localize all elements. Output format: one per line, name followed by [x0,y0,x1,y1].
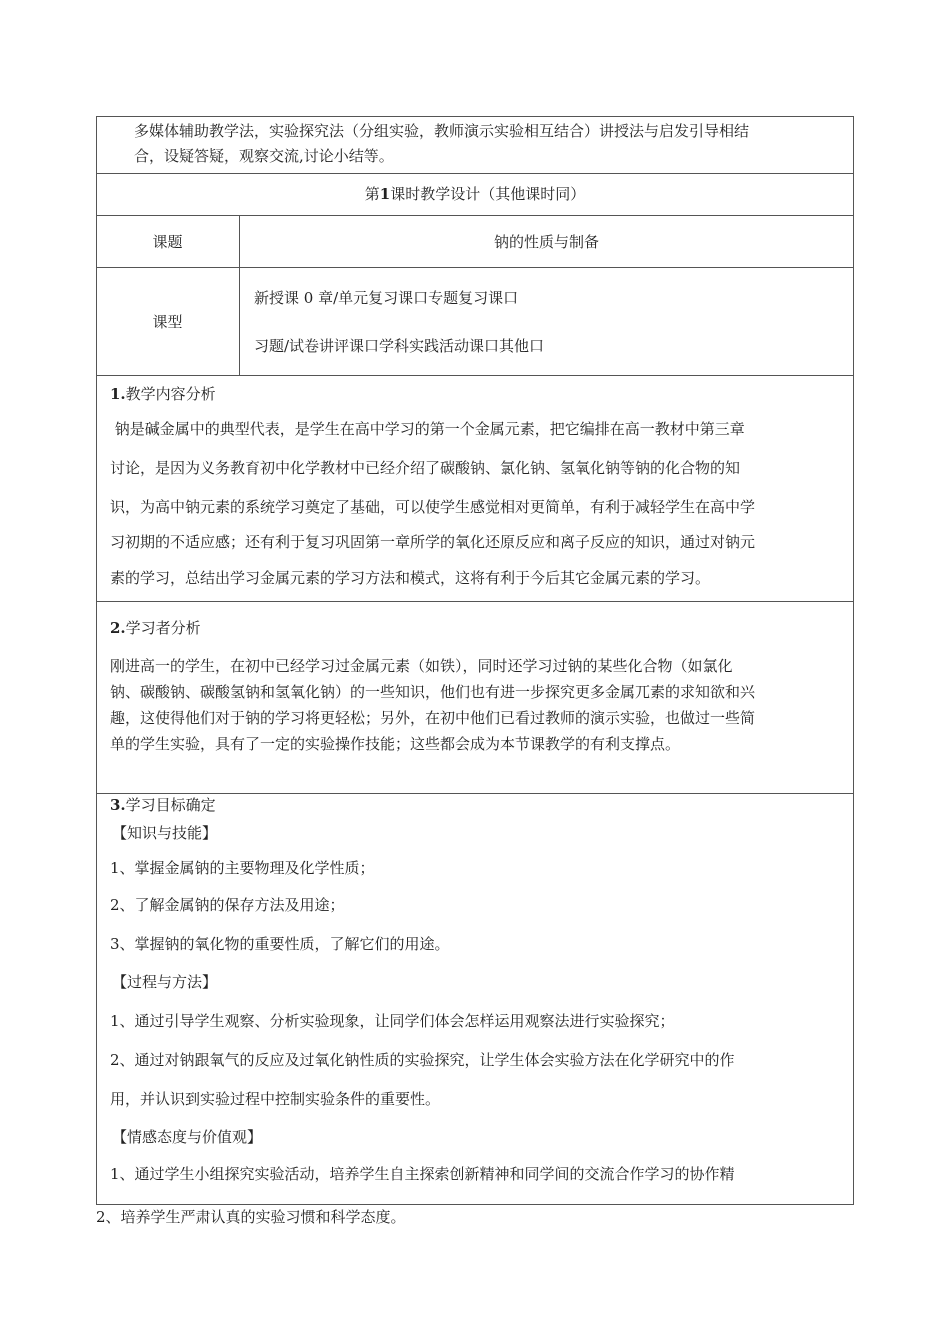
process-item: 2、通过对钠跟氧气的反应及过氧化钠性质的实验探究，让学生体会实验方法在化学研究中的作 [110,1051,735,1069]
section-2-line: 刚进高一的学生，在初中已经学习过金属元素（如铁），同时还学习过钠的某些化合物（如氯化 [110,657,733,675]
topic-label: 课题 [152,233,183,251]
section-2-title: 学习者分析 [125,619,201,637]
section-1-title: 教学内容分析 [125,385,216,403]
lesson-number: 1 [379,185,391,203]
section-2-line: 钠、碳酸钠、碳酸氢钠和氢氧化钠）的一些知识，他们也有进一步探究更多金属兀素的求知欲和兴 [110,683,756,701]
lesson-type-line-2: 习题/试卷讲评课口学科实践活动课口其他口 [254,337,545,355]
attitude-heading: 【情感态度与价值观】 [112,1128,263,1146]
attitude-item: 1、通过学生小组探究实验活动，培养学生自主探索创新精神和同学间的交流合作学习的协作精 [110,1165,735,1183]
row-divider [96,267,854,268]
section-2-heading [110,618,201,638]
lesson-type-label: 课型 [152,313,183,331]
process-heading: 【过程与方法】 [112,973,218,991]
methods-line-1: 多媒体辅助教学法，实验探究法（分组实验，教师演示实验相互结合）讲授法与启发引导相结 [134,122,750,140]
section-3-title: 学习目标确定 [125,796,216,814]
methods-line-2: 合，设疑答疑，观察交流,讨论小结等。 [134,147,394,165]
section-3-heading [110,795,216,815]
row-divider [96,215,854,216]
section-1-line: 习初期的不适应感；还有利于复习巩固第一章所学的氧化还原反应和离子反应的知识，通过对钠元 [110,533,756,551]
section-1-line: 素的学习，总结出学习金属元素的学习方法和模式，这将有利于今后其它金属元素的学习。 [110,569,711,587]
topic-value: 钠的性质与制备 [493,233,599,251]
section-2-line: 单的学生实验，具有了一定的实验操作技能；这些都会成为本节课教学的有利支撑点。 [110,735,681,753]
knowledge-item: 2、了解金属钠的保存方法及用途； [110,896,345,914]
row-divider [96,601,854,602]
knowledge-item: 1、掌握金属钠的主要物理及化学性质； [110,859,375,877]
process-item: 1、通过引导学生观察、分析实验现象，让同学们体会怎样运用观察法进行实验探究； [110,1012,675,1030]
section-1-number: 1. [110,385,126,403]
section-1-line: 识，为高中钠元素的系统学习奠定了基础，可以使学生感觉相对更简单，有利于减轻学生在高中学 [110,498,756,516]
lesson-type-line-1: 新授课 0 章/单元复习课口专题复习课口 [254,289,519,307]
section-3-number: 3. [110,796,126,814]
lesson-design-prefix: 第 [364,185,380,203]
knowledge-heading: 【知识与技能】 [112,824,218,842]
knowledge-item: 3、掌握钠的氧化物的重要性质，了解它们的用途。 [110,935,450,953]
section-2-number: 2. [110,619,126,637]
lesson-design-suffix: 课时教学设计（其他课时同） [390,185,586,203]
section-1-heading [110,384,216,404]
row-divider [96,793,854,794]
row-divider [96,173,854,174]
section-1-line: 钠是碱金属中的典型代表，是学生在高中学习的第一个金属元素，把它编排在高一教材中第三章 [110,420,745,438]
section-2-line: 趣，这使得他们对于钠的学习将更轻松；另外，在初中他们已看过教师的演示实验，也做过一些简 [110,709,756,727]
footer-line: 2、培养学生严肃认真的实验习惯和科学态度。 [96,1208,406,1226]
row-divider [96,375,854,376]
section-1-line: 讨论，是因为义务教育初中化学教材中已经介绍了碳酸钠、氯化钠、氢氧化钠等钠的化合物的知 [110,459,741,477]
lesson-design-title [96,184,854,204]
process-item: 用，并认识到实验过程中控制实验条件的重要性。 [110,1090,441,1108]
